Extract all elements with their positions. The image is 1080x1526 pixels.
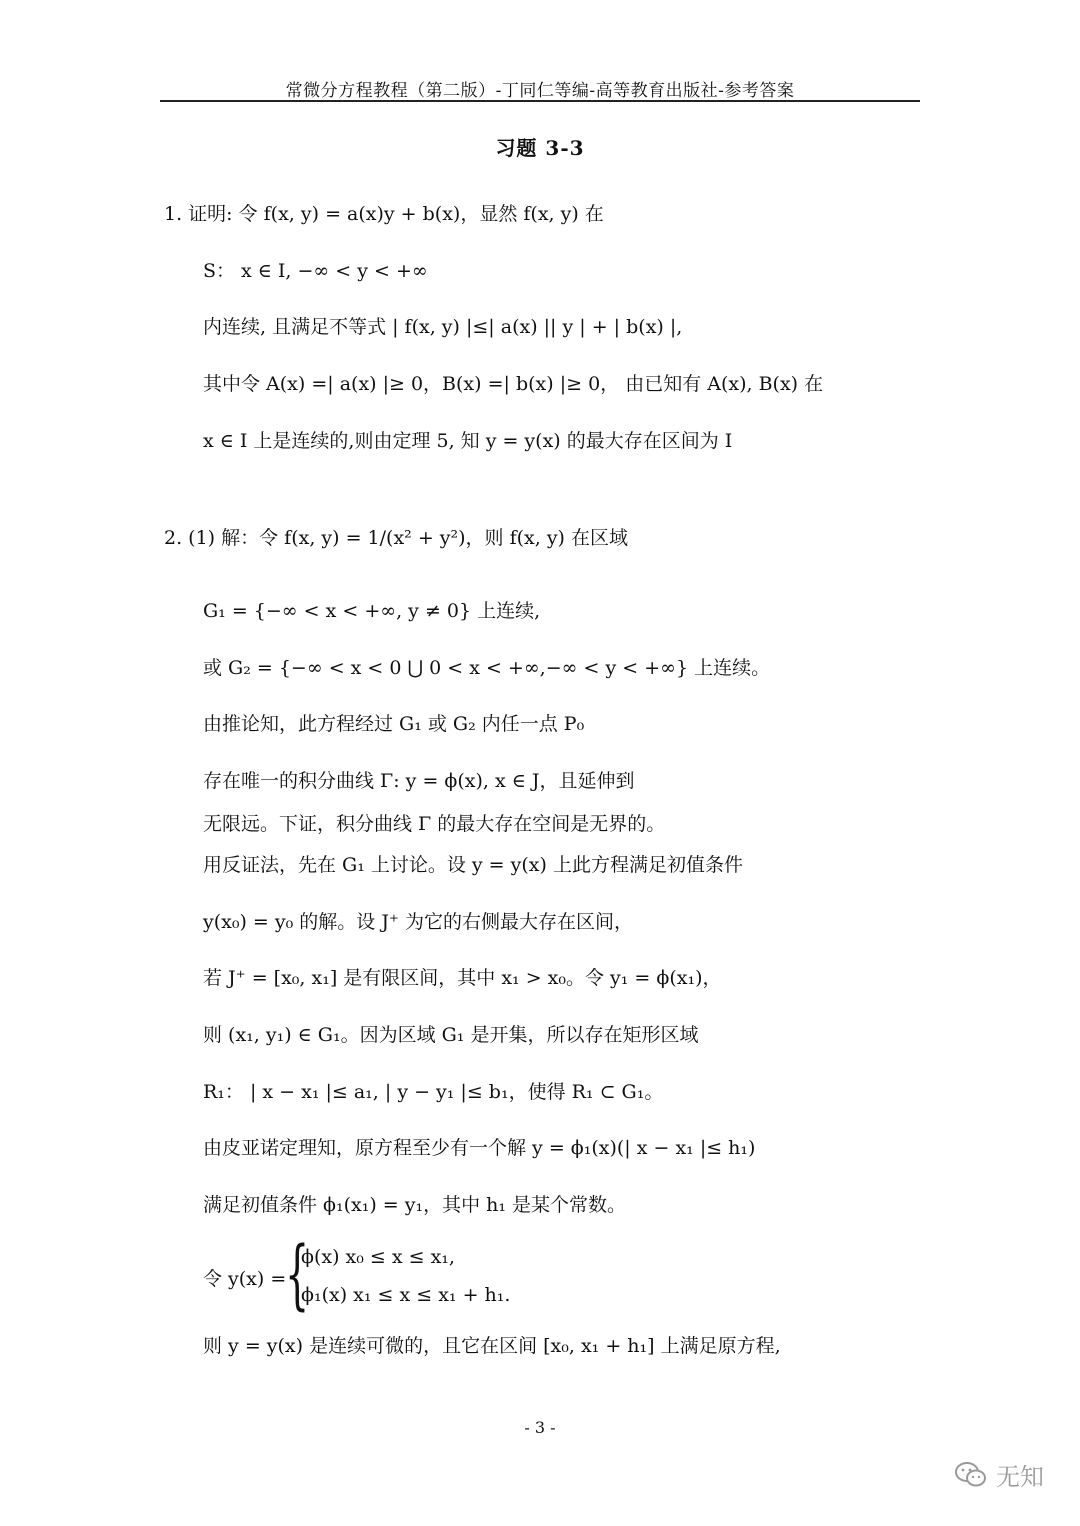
wechat-icon bbox=[954, 1460, 988, 1490]
problem-2-line-4: 由推论知，此方程经过 G₁ 或 G₂ 内任一点 P₀ bbox=[203, 713, 585, 735]
watermark bbox=[954, 1457, 1044, 1492]
piecewise-prefix: 令 y(x) = bbox=[203, 1268, 287, 1290]
problem-2-line-2: G₁ = {−∞ < x < +∞, y ≠ 0} 上连续, bbox=[203, 600, 541, 622]
watermark-text: 无知 bbox=[996, 1463, 1044, 1491]
problem-2-last-line: 则 y = y(x) 是连续可微的，且它在区间 [x₀, x₁ + h₁] 上满足原方程, bbox=[203, 1335, 781, 1357]
problem-1-line-1: 1. 证明: 令 f(x, y) = a(x)y + b(x)，显然 f(x, y) 在 bbox=[164, 203, 604, 225]
page-header: 常微分方程教程（第二版）-丁同仁等编-高等教育出版社-参考答案 bbox=[285, 81, 795, 101]
header-rule bbox=[160, 100, 920, 102]
problem-2-line-7: 用反证法，先在 G₁ 上讨论。设 y = y(x) 上此方程满足初值条件 bbox=[203, 854, 743, 876]
problem-1-line-4: 其中令 A(x) =| a(x) |≥ 0，B(x) =| b(x) |≥ 0， 由已知有 A(x), B(x) 在 bbox=[203, 373, 824, 395]
problem-2-line-10: 则 (x₁, y₁) ∈ G₁。因为区域 G₁ 是开集，所以存在矩形区域 bbox=[203, 1024, 699, 1046]
problem-1-line-5: x ∈ I 上是连续的,则由定理 5, 知 y = y(x) 的最大存在区间为 I bbox=[203, 430, 733, 452]
problem-2-line-12: 由皮亚诺定理知，原方程至少有一个解 y = ϕ₁(x)(| x − x₁ |≤ h₁) bbox=[203, 1137, 756, 1159]
problem-2-line-1: 2. (1) 解：令 f(x, y) = 1/(x² + y²)，则 f(x, y) 在区域 bbox=[164, 527, 629, 549]
piecewise-case-2: ϕ₁(x) x₁ ≤ x ≤ x₁ + h₁. bbox=[301, 1284, 511, 1306]
problem-1-line-2: S： x ∈ I, −∞ < y < +∞ bbox=[203, 260, 428, 282]
problem-2-line-13: 满足初值条件 ϕ₁(x₁) = y₁，其中 h₁ 是某个常数。 bbox=[203, 1194, 627, 1216]
problem-1-line-3: 内连续, 且满足不等式 | f(x, y) |≤| a(x) || y | + | b(x) |, bbox=[203, 316, 683, 338]
section-title: 习题 3-3 bbox=[495, 136, 585, 160]
problem-2-line-5: 存在唯一的积分曲线 Γ: y = ϕ(x), x ∈ J，且延伸到 bbox=[203, 770, 635, 792]
page-number: - 3 - bbox=[524, 1418, 556, 1437]
problem-2-line-9: 若 J⁺ = [x₀, x₁] 是有限区间，其中 x₁ > x₀。令 y₁ = ϕ(x₁)， bbox=[203, 967, 722, 989]
piecewise-case-1: ϕ(x) x₀ ≤ x ≤ x₁, bbox=[301, 1246, 455, 1268]
left-brace: { bbox=[285, 1229, 310, 1318]
problem-2-line-6: 无限远。下证，积分曲线 Γ 的最大存在空间是无界的。 bbox=[203, 813, 666, 835]
problem-2-line-11: R₁： | x − x₁ |≤ a₁, | y − y₁ |≤ b₁，使得 R₁ ⊂ G₁。 bbox=[203, 1081, 664, 1103]
problem-2-line-8: y(x₀) = y₀ 的解。设 J⁺ 为它的右侧最大存在区间， bbox=[203, 911, 634, 933]
problem-2-line-3: 或 G₂ = {−∞ < x < 0 ⋃ 0 < x < +∞,−∞ < y < +∞} 上连续。 bbox=[203, 657, 771, 679]
